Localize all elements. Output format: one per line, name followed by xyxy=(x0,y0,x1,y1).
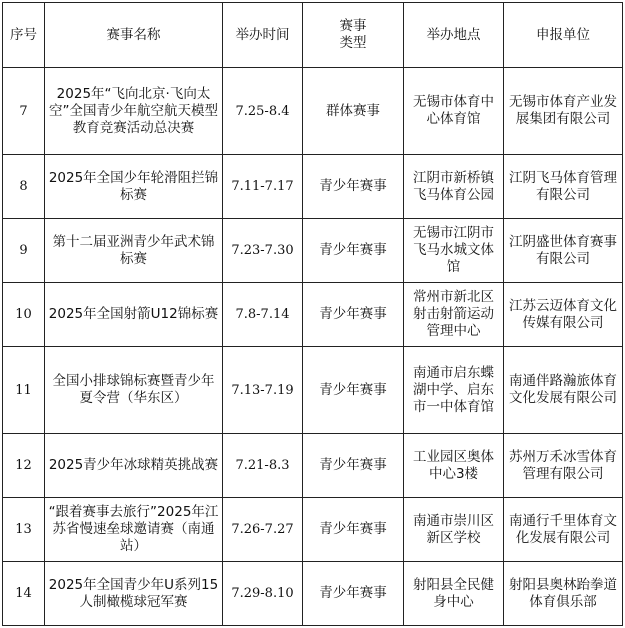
table-row xyxy=(3,347,623,434)
row-no: 7 xyxy=(3,68,45,155)
row-place: 无锡市体育中心体育馆 xyxy=(404,68,504,155)
row-type: 青少年赛事 xyxy=(303,434,404,498)
row-name: 第十二届亚洲青少年武术锦标赛 xyxy=(45,219,223,283)
row-time: 7.23-7.30 xyxy=(223,219,303,283)
row-time: 7.8-7.14 xyxy=(223,283,303,347)
row-place: 江阴市新桥镇飞马体育公园 xyxy=(404,155,504,219)
header-time: 举办时间 xyxy=(223,3,303,68)
row-place: 工业园区奥体中心3楼 xyxy=(404,434,504,498)
row-type: 群体赛事 xyxy=(303,68,404,155)
row-name: 2025青少年冰球精英挑战赛 xyxy=(45,434,223,498)
events-table xyxy=(2,2,623,626)
row-org: 苏州万禾冰雪体育管理有限公司 xyxy=(504,434,623,498)
row-time: 7.21-8.3 xyxy=(223,434,303,498)
table-row xyxy=(3,562,623,626)
row-org: 南通伴路瀚旅体育文化发展有限公司 xyxy=(504,347,623,434)
row-org: 射阳县奥林跆拳道体育俱乐部 xyxy=(504,562,623,626)
header-name: 赛事名称 xyxy=(45,3,223,68)
row-name: “跟着赛事去旅行”2025年江苏省慢速垒球邀请赛（南通站） xyxy=(45,498,223,562)
row-name: 2025年全国射箭U12锦标赛 xyxy=(45,283,223,347)
row-type: 青少年赛事 xyxy=(303,562,404,626)
row-time: 7.25-8.4 xyxy=(223,68,303,155)
table-row xyxy=(3,219,623,283)
row-name: 2025年全国少年轮滑阻拦锦标赛 xyxy=(45,155,223,219)
header-type: 赛事 类型 xyxy=(303,3,404,68)
row-type: 青少年赛事 xyxy=(303,347,404,434)
row-place: 南通市崇川区新区学校 xyxy=(404,498,504,562)
row-no: 13 xyxy=(3,498,45,562)
row-org: 江阴飞马体育管理有限公司 xyxy=(504,155,623,219)
row-type: 青少年赛事 xyxy=(303,283,404,347)
table-row xyxy=(3,498,623,562)
row-no: 8 xyxy=(3,155,45,219)
row-place: 无锡市江阴市飞马水城文体馆 xyxy=(404,219,504,283)
header-place: 举办地点 xyxy=(404,3,504,68)
row-no: 11 xyxy=(3,347,45,434)
row-type: 青少年赛事 xyxy=(303,155,404,219)
row-org: 江阴盛世体育赛事有限公司 xyxy=(504,219,623,283)
row-type: 青少年赛事 xyxy=(303,219,404,283)
row-no: 10 xyxy=(3,283,45,347)
row-place: 南通市启东蝶湖中学、启东市一中体育馆 xyxy=(404,347,504,434)
row-place: 射阳县全民健身中心 xyxy=(404,562,504,626)
header-row xyxy=(3,3,623,68)
row-no: 14 xyxy=(3,562,45,626)
row-no: 9 xyxy=(3,219,45,283)
row-org: 南通行千里体育文化发展有限公司 xyxy=(504,498,623,562)
table-row xyxy=(3,434,623,498)
row-org: 江苏云迈体育文化传媒有限公司 xyxy=(504,283,623,347)
row-time: 7.26-7.27 xyxy=(223,498,303,562)
row-time: 7.29-8.10 xyxy=(223,562,303,626)
table-row xyxy=(3,68,623,155)
row-time: 7.13-7.19 xyxy=(223,347,303,434)
row-type: 青少年赛事 xyxy=(303,498,404,562)
row-name: 2025年“飞向北京·飞向太空”全国青少年航空航天模型教育竞赛活动总决赛 xyxy=(45,68,223,155)
header-no: 序号 xyxy=(3,3,45,68)
table-row xyxy=(3,155,623,219)
row-name: 2025年全国青少年U系列15人制橄榄球冠军赛 xyxy=(45,562,223,626)
row-name: 全国小排球锦标赛暨青少年夏令营（华东区） xyxy=(45,347,223,434)
header-org: 申报单位 xyxy=(504,3,623,68)
row-place: 常州市新北区射击射箭运动管理中心 xyxy=(404,283,504,347)
table-row xyxy=(3,283,623,347)
row-org: 无锡市体育产业发展集团有限公司 xyxy=(504,68,623,155)
row-no: 12 xyxy=(3,434,45,498)
row-time: 7.11-7.17 xyxy=(223,155,303,219)
